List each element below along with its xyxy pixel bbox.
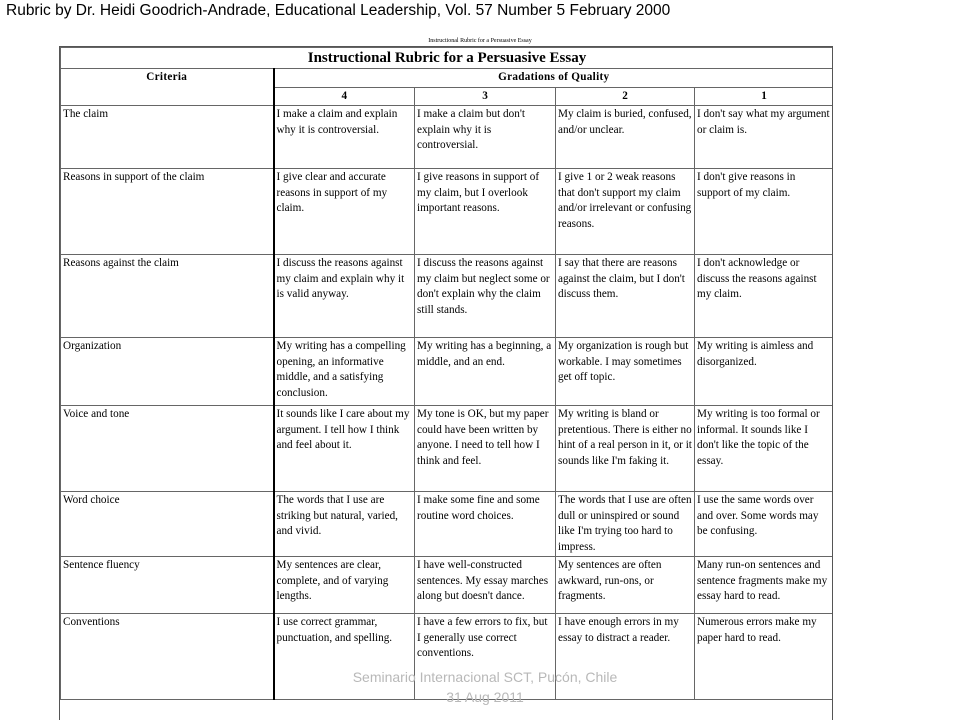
- level-1-descriptor: I use the same words over and over. Some words may be confusing.: [695, 492, 834, 557]
- rubric-frame: [59, 46, 833, 720]
- criterion-cell: Organization: [61, 338, 274, 406]
- footer-date: 31 Aug 2011: [446, 689, 524, 705]
- criterion-cell: Word choice: [61, 492, 274, 557]
- level-header-4: 4: [274, 87, 415, 106]
- level-2-descriptor: The words that I use are often dull or uninspired or sound like I'm trying too hard to impress.: [556, 492, 695, 557]
- level-1-descriptor: Numerous errors make my paper hard to read.: [695, 614, 834, 700]
- level-2-descriptor: My claim is buried, confused, and/or unclear.: [556, 106, 695, 169]
- level-4-descriptor: I use correct grammar, punctuation, and spelling.: [274, 614, 415, 700]
- rubric-row: [61, 255, 834, 338]
- slide-footer: [270, 667, 700, 707]
- level-4-descriptor: My writing has a compelling opening, an informative middle, and a satisfying conclusion.: [274, 338, 415, 406]
- level-4-descriptor: It sounds like I care about my argument. I tell how I think and feel about it.: [274, 406, 415, 492]
- level-1-descriptor: My writing is aimless and disorganized.: [695, 338, 834, 406]
- level-2-descriptor: My organization is rough but workable. I may sometimes get off topic.: [556, 338, 695, 406]
- criterion-cell: Reasons in support of the claim: [61, 169, 274, 255]
- level-4-descriptor: I make a claim and explain why it is controversial.: [274, 106, 415, 169]
- rubric-row: [61, 557, 834, 614]
- level-header-1: 1: [695, 87, 834, 106]
- rubric-row: [61, 406, 834, 492]
- level-2-descriptor: I have enough errors in my essay to distract a reader.: [556, 614, 695, 700]
- criterion-cell: Reasons against the claim: [61, 255, 274, 338]
- level-4-descriptor: I give clear and accurate reasons in support of my claim.: [274, 169, 415, 255]
- rubric-row: [61, 106, 834, 169]
- level-2-descriptor: I say that there are reasons against the claim, but I don't discuss them.: [556, 255, 695, 338]
- level-3-descriptor: I discuss the reasons against my claim but neglect some or don't explain why the claim still stands.: [415, 255, 556, 338]
- source-caption: Rubric by Dr. Heidi Goodrich-Andrade, Educational Leadership, Vol. 57 Number 5 February 2000: [6, 2, 671, 19]
- level-3-descriptor: I give reasons in support of my claim, but I overlook important reasons.: [415, 169, 556, 255]
- criterion-cell: Voice and tone: [61, 406, 274, 492]
- level-2-descriptor: My sentences are often awkward, run-ons, or fragments.: [556, 557, 695, 614]
- level-3-descriptor: I make a claim but don't explain why it is controversial.: [415, 106, 556, 169]
- level-2-descriptor: I give 1 or 2 weak reasons that don't support my claim and/or irrelevant or confusing reasons.: [556, 169, 695, 255]
- level-3-descriptor: My writing has a beginning, a middle, and an end.: [415, 338, 556, 406]
- rubric-row: [61, 169, 834, 255]
- level-3-descriptor: I make some fine and some routine word choices.: [415, 492, 556, 557]
- criteria-header: Criteria: [61, 69, 274, 106]
- level-3-descriptor: My tone is OK, but my paper could have been written by anyone. I need to tell how I think and feel.: [415, 406, 556, 492]
- level-header-2: 2: [556, 87, 695, 106]
- level-1-descriptor: I don't give reasons in support of my claim.: [695, 169, 834, 255]
- level-1-descriptor: My writing is too formal or informal. It sounds like I don't like the topic of the essay.: [695, 406, 834, 492]
- level-1-descriptor: I don't say what my argument or claim is.: [695, 106, 834, 169]
- rubric-table: [60, 47, 833, 700]
- gradations-header: Gradations of Quality: [274, 69, 834, 88]
- footer-event: Seminario Internacional SCT, Pucón, Chile: [352, 669, 618, 685]
- rubric-row: [61, 338, 834, 406]
- level-4-descriptor: The words that I use are striking but natural, varied, and vivid.: [274, 492, 415, 557]
- level-3-descriptor: I have well-constructed sentences. My essay marches along but doesn't dance.: [415, 557, 556, 614]
- level-3-descriptor: I have a few errors to fix, but I generally use correct conventions.: [415, 614, 556, 700]
- level-1-descriptor: I don't acknowledge or discuss the reasons against my claim.: [695, 255, 834, 338]
- criterion-cell: Sentence fluency: [61, 557, 274, 614]
- level-2-descriptor: My writing is bland or pretentious. There is either no hint of a real person in it, or it sounds like I'm faking it.: [556, 406, 695, 492]
- criterion-cell: The claim: [61, 106, 274, 169]
- level-4-descriptor: My sentences are clear, complete, and of varying lengths.: [274, 557, 415, 614]
- level-4-descriptor: I discuss the reasons against my claim and explain why it is valid anyway.: [274, 255, 415, 338]
- level-header-3: 3: [415, 87, 556, 106]
- criterion-cell: Conventions: [61, 614, 274, 700]
- small-header-title: Instructional Rubric for a Persuasive Essay: [428, 38, 532, 44]
- rubric-title: Instructional Rubric for a Persuasive Essay: [61, 48, 834, 69]
- level-1-descriptor: Many run-on sentences and sentence fragments make my essay hard to read.: [695, 557, 834, 614]
- rubric-row: [61, 492, 834, 557]
